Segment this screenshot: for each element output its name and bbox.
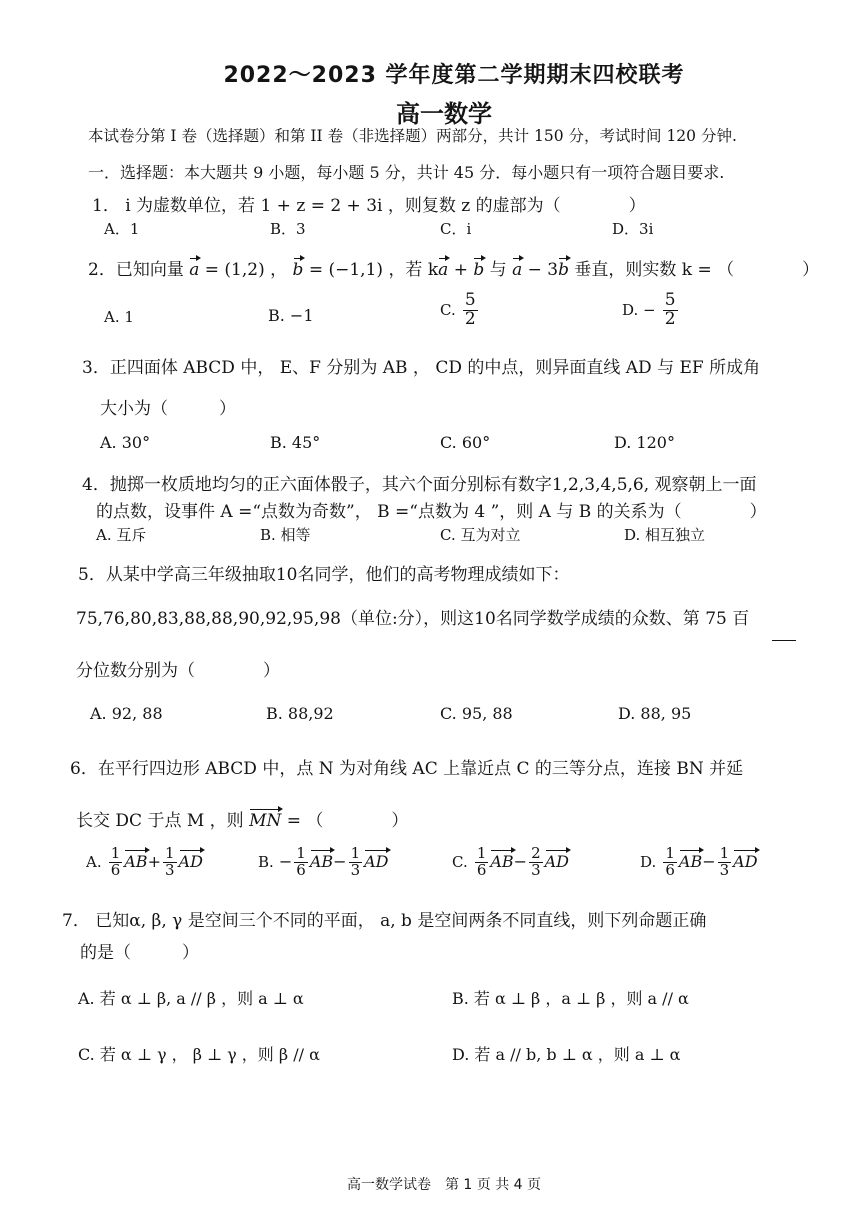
q5-option-d: D. 88, 95 — [618, 704, 692, 723]
q3-option-a: A. 30° — [100, 433, 151, 452]
q2-option-b: B. −1 — [268, 306, 314, 325]
q3-stem-line2: 大小为（ ） — [100, 399, 236, 419]
underline-mark — [772, 640, 796, 641]
section-heading: 一．选择题：本大题共 9 小题，每小题 5 分，共计 45 分．每小题只有一项符合题目要求. — [88, 163, 725, 182]
q4-option-d: D. 相互独立 — [624, 526, 706, 544]
q7-option-a: A. 若 α ⊥ β, a // β ，则 a ⊥ α — [78, 989, 304, 1008]
q1-option-b: B．3 — [270, 220, 306, 238]
q5-option-c: C. 95, 88 — [440, 704, 513, 723]
q5-stem-line2: 75,76,80,83,88,88,90,92,95,98（单位:分），则这10名同学数学成绩的众数、第 75 百 — [76, 609, 750, 629]
q4-option-b: B. 相等 — [260, 526, 311, 544]
q6-option-a: A. $\frac{1}{6}$ AB+ $\frac{1}{3}$ AD — [86, 844, 203, 879]
q5-stem-line3: 分位数分别为（ ） — [76, 661, 280, 681]
q1-option-d: D．3i — [612, 220, 654, 238]
vector-a: a — [189, 260, 200, 280]
exam-title: 2022～2023 学年度第二学期期末四校联考 — [223, 63, 685, 88]
q6-stem-line1: 6．在平行四边形 ABCD 中，点 N 为对角线 AC 上靠近点 C 的三等分点，连接 BN 并延 — [70, 759, 744, 779]
q3-stem-line1: 3．正四面体 ABCD 中， E、F 分别为 AB ， CD 的中点，则异面直线 AD 与 EF 所成角 — [82, 358, 761, 378]
q4-option-c: C. 互为对立 — [440, 526, 521, 544]
q1-stem: 1． i 为虚数单位，若 1 + z = 2 + 3i ，则复数 z 的虚部为（ ） — [92, 196, 646, 216]
q3-option-b: B. 45° — [270, 433, 321, 452]
q6-stem-line2: 长交 DC 于点 M ，则 MN = （ ） — [76, 811, 409, 831]
q1-option-a: A．1 — [104, 220, 140, 238]
q4-option-a: A. 互斥 — [96, 526, 147, 544]
q7-stem-line1: 7． 已知α, β, γ 是空间三个不同的平面， a, b 是空间两条不同直线，则下列命题正确 — [62, 911, 707, 931]
q2-option-d: D. − $\frac{5}{2}$ — [622, 290, 676, 329]
q6-option-d: D. $\frac{1}{6}$ AB− $\frac{1}{3}$ AD — [640, 844, 758, 879]
fraction: $\frac{5}{2}$ — [464, 290, 476, 329]
exam-subject: 高一数学 — [396, 100, 492, 128]
q7-stem-line2: 的是（ ） — [80, 943, 199, 963]
q4-stem-line2: 的点数，设事件 A =“点数为奇数”， B =“点数为 4 ”，则 A 与 B 的关系为（ ） — [96, 502, 767, 522]
vector-mn: MN — [249, 811, 282, 831]
page-footer: 高一数学试卷 第 1 页 共 4 页 — [346, 1177, 542, 1193]
q2-option-c: C. $\frac{5}{2}$ — [440, 290, 476, 329]
q7-option-d: D. 若 a // b, b ⊥ α ，则 a ⊥ α — [452, 1045, 681, 1064]
q5-option-b: B. 88,92 — [266, 704, 334, 723]
q3-option-d: D. 120° — [614, 433, 675, 452]
q3-option-c: C. 60° — [440, 433, 491, 452]
q6-option-c: C. $\frac{1}{6}$ AB− $\frac{2}{3}$ AD — [452, 844, 570, 879]
q7-option-c: C. 若 α ⊥ γ ， β ⊥ γ ，则 β // α — [78, 1045, 320, 1064]
vector-b: b — [292, 260, 304, 280]
q7-option-b: B. 若 α ⊥ β ，a ⊥ β ，则 a // α — [452, 989, 689, 1008]
exam-instructions: 本试卷分第 I 卷（选择题）和第 II 卷（非选择题）两部分，共计 150 分，考试时间 120 分钟. — [88, 127, 737, 145]
q5-stem-line1: 5．从某中学高三年级抽取10名同学，他们的高考物理成绩如下： — [78, 565, 570, 585]
q6-option-b: B. − $\frac{1}{6}$ AB− $\frac{1}{3}$ AD — [258, 844, 389, 879]
fraction: $\frac{5}{2}$ — [664, 290, 676, 329]
q1-option-c: C．i — [440, 220, 472, 238]
q4-stem-line1: 4．抛掷一枚质地均匀的正六面体骰子，其六个面分别标有数字1,2,3,4,5,6, 观察朝上一面 — [82, 475, 757, 495]
q2-stem: 2．已知向量 a = (1,2) ， b = (−1,1) ，若 ka + b 与 a − 3b 垂直，则实数 k = （ ） — [88, 260, 820, 280]
q5-option-a: A. 92, 88 — [90, 704, 163, 723]
q2-option-a: A. 1 — [104, 308, 134, 326]
